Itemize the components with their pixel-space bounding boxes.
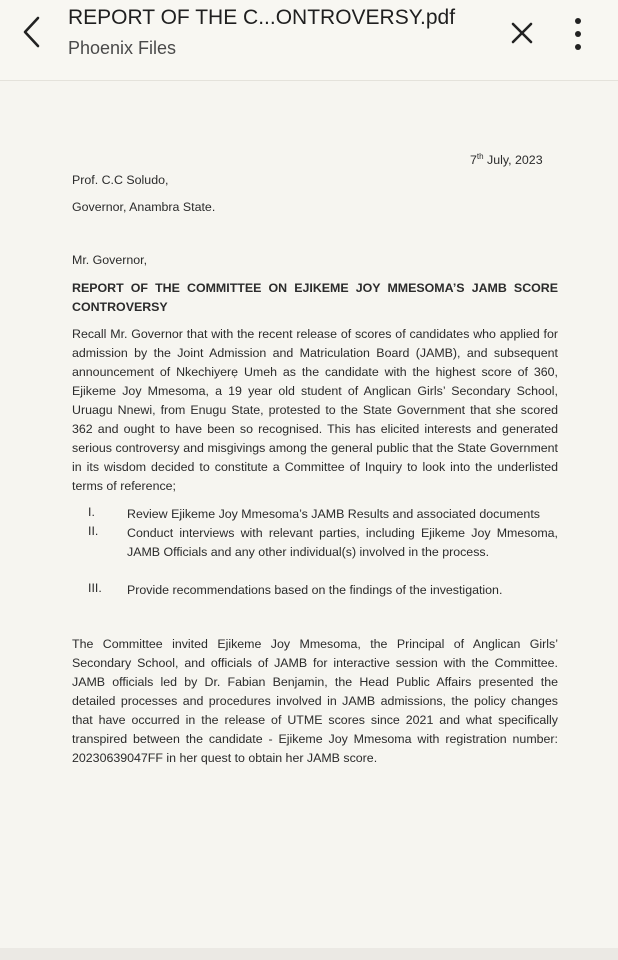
recipient-title: Governor, Anambra State. [72,200,216,214]
paragraph-committee-session: The Committee invited Ejikeme Joy Mmesoma, the Principal of Anglican Girls’ Secondary School, and officials of JAMB for interactive session with the Committee. JAMB officials led by Dr. Fabian Benjamin, the Head Public Affairs presented the detailed processes and procedures involved in JAMB admissions, the policy changes that have occurred in the release of UTME scores since 2021 and what specifically transpired between the candidate - Ejikeme Joy Mmesoma with registration number: 20230639047FF in her quest to obtain her JAMB score. [72,637,558,765]
back-button[interactable] [14,12,50,52]
document-source: Phoenix Files [68,38,177,58]
letter-date: 7th July, 2023 [470,152,543,168]
more-options-button[interactable] [563,12,593,56]
term-number: III. [88,581,102,595]
paragraph-intro: Recall Mr. Governor that with the recent release of scores of candidates who applied for admission by the Joint Admission and Matriculation Board (JAMB), and subsequent announcement of Nkechiyerẹ Umeh as the candidate with the highest score of 360, Ejikeme Joy Mmesoma, a 19 year old student of Anglican Girls’ Secondary School, Uruagu Nnewi, from Enugu State, protested to the State Government that she scored 362 and ought to have been so recognised. This has elicited interests and generated serious controversy and misgivings among the general public that the State Government in its wisdom decided to constitute a Committee of Inquiry to look into the underlisted terms of reference; [72,327,558,493]
app-bar [0,0,618,81]
report-heading: REPORT OF THE COMMITTEE ON EJIKEME JOY MMESOMA’S JAMB SCORE CONTROVERSY [72,281,558,314]
page-bottom-edge [0,948,618,960]
salutation: Mr. Governor, [72,253,148,267]
close-button[interactable] [505,16,539,50]
term-text: Provide recommendations based on the findings of the investigation. [127,583,503,597]
term-number: II. [88,524,99,538]
close-icon [510,21,534,45]
more-vertical-icon [574,17,582,51]
document-title: REPORT OF THE C...ONTROVERSY.pdf [68,6,456,29]
term-text: Conduct interviews with relevant parties, including Ejikeme Joy Mmesoma, JAMB Officials and any other individual(s) involved in the process. [127,526,558,559]
recipient-name: Prof. C.C Soludo, [72,173,169,187]
term-number: I. [88,505,95,519]
term-text: Review Ejikeme Joy Mmesoma’s JAMB Results and associated documents [127,507,540,521]
back-arrow-icon [21,15,43,49]
